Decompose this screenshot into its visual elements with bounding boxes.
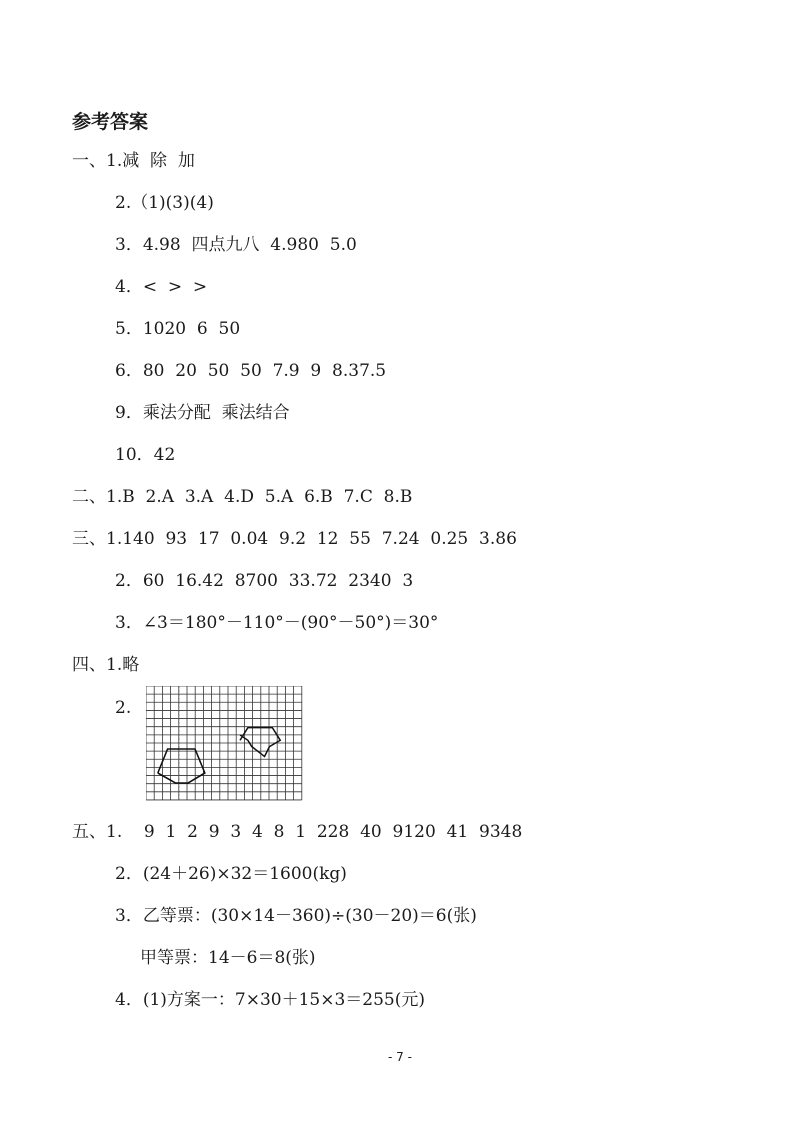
section-1-item-4: 4．< > > xyxy=(115,277,208,297)
section-1-item-10: 10．42 xyxy=(115,445,176,465)
page-number: - 7 - xyxy=(388,1050,412,1064)
section-5-item-4: 4．(1)方案一：7×30＋15×3＝255(元) xyxy=(115,990,425,1010)
section-4-item-2: 2. xyxy=(115,698,132,718)
section-5-item-1: 五、1. 9 1 2 9 3 4 8 1 228 40 9120 41 9348 xyxy=(72,822,523,842)
section-4-item-1: 四、1.略 xyxy=(72,655,140,675)
symmetry-grid-figure xyxy=(146,686,303,805)
section-5-item-2: 2．(24＋26)×32＝1600(kg) xyxy=(115,864,347,884)
section-5-item-3: 3．乙等票：(30×14－360)÷(30－20)＝6(张) xyxy=(115,906,477,926)
section-1-item-2: 2.（1)(3)(4) xyxy=(115,193,214,213)
section-3-item-3: 3．∠3＝180°－110°－(90°－50°)＝30° xyxy=(115,613,439,633)
section-3-item-1: 三、1.140 93 17 0.04 9.2 12 55 7.24 0.25 3.86 xyxy=(72,529,517,549)
section-1-item-3: 3．4.98 四点九八 4.980 5.0 xyxy=(115,235,357,255)
section-3-item-2: 2．60 16.42 8700 33.72 2340 3 xyxy=(115,571,414,591)
section-1-item-5: 5．1020 6 50 xyxy=(115,319,241,339)
section-2-answers: 二、1.B 2.A 3.A 4.D 5.A 6.B 7.C 8.B xyxy=(72,487,413,507)
section-1-item-1: 一、1.减 除 加 xyxy=(72,151,195,171)
section-5-item-3-continued: 甲等票：14－6＝8(张) xyxy=(140,948,316,968)
section-1-item-9: 9．乘法分配 乘法结合 xyxy=(115,403,290,423)
section-1-item-6: 6．80 20 50 50 7.9 9 8.37.5 xyxy=(115,361,387,381)
answer-key-title: 参考答案 xyxy=(72,111,149,133)
